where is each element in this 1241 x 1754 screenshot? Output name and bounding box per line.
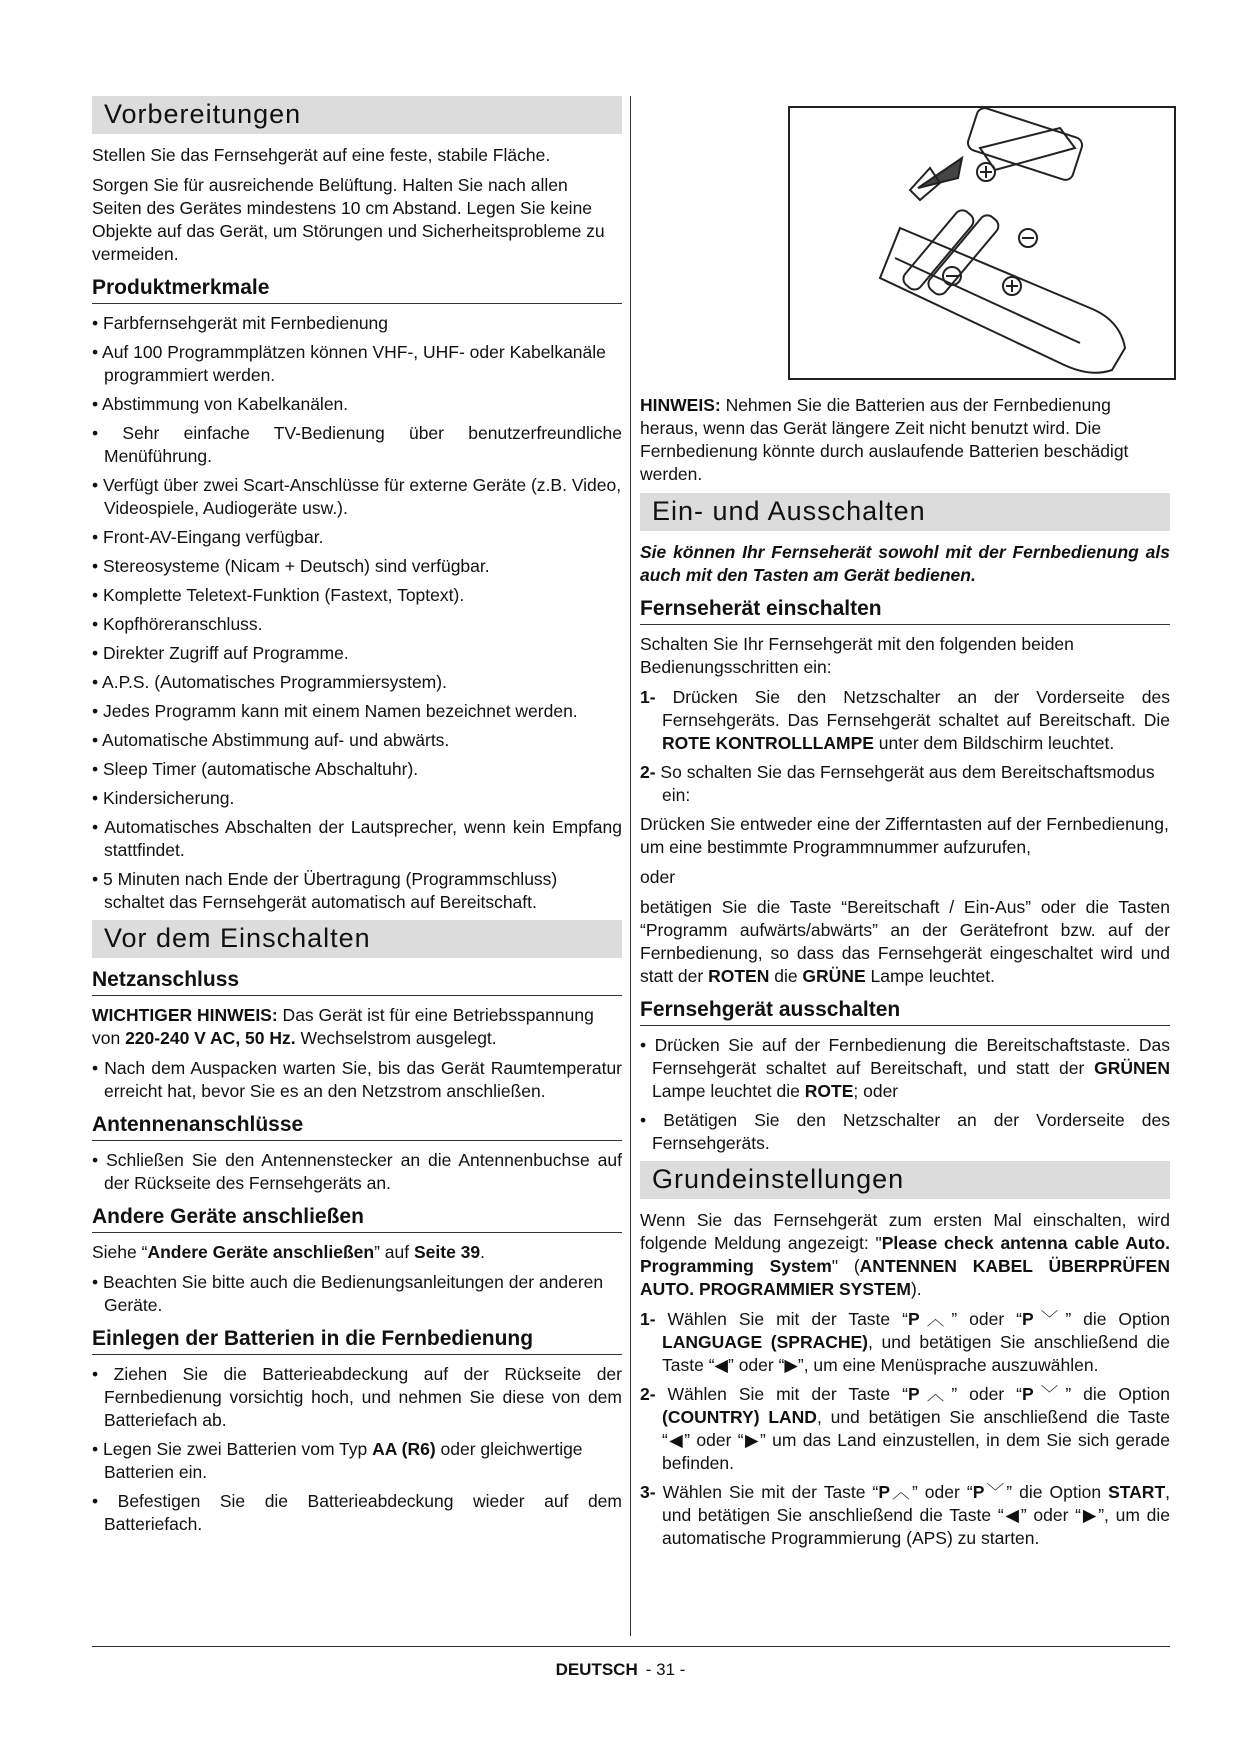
list-item: • Jedes Programm kann mit einem Namen bezeichnet werden. — [92, 700, 622, 723]
list-item: • Beachten Sie bitte auch die Bedienungsanleitungen der anderen Geräte. — [92, 1271, 622, 1317]
text: Wählen Sie mit der Taste “ — [655, 1482, 879, 1502]
text: ”, um die automatische Programmierung (APS) zu starten. — [662, 1505, 1171, 1548]
text: ” auf — [374, 1242, 414, 1262]
text: . — [480, 1242, 485, 1262]
text: , und betätigen Sie anschließend die Taste “ — [662, 1482, 1171, 1525]
numbered-item — [640, 761, 1170, 807]
bold-text: START — [1108, 1482, 1166, 1502]
up-arrow-icon: ︿ — [919, 1384, 952, 1404]
numbered-item — [640, 686, 1170, 755]
note — [640, 394, 1170, 486]
numbered-item — [640, 1383, 1170, 1475]
item-number: 1- — [640, 1309, 656, 1329]
left-triangle-icon: ◀ — [1003, 1505, 1021, 1525]
section-title: Grundeinstellungen — [640, 1161, 1170, 1199]
numbered-item — [640, 1308, 1170, 1377]
list-item: • Komplette Teletext-Funktion (Fastext, Toptext). — [92, 584, 622, 607]
list-item: • Direkter Zugriff auf Programme. — [92, 642, 622, 665]
down-arrow-icon: ﹀ — [1033, 1309, 1066, 1329]
subheading: Produktmerkmale — [92, 276, 622, 304]
feature-list — [92, 312, 622, 914]
bold-text: Andere Geräte anschließen — [147, 1242, 375, 1262]
subheading: Fernsehgerät ausschalten — [640, 998, 1170, 1026]
bold-text: GRÜNEN — [1094, 1058, 1170, 1078]
list-item: • Ziehen Sie die Batterieabdeckung auf der Rückseite der Fernbedienung vorsichtig hoch, und nehmen Sie diese von dem Batteriefach ab. — [92, 1363, 622, 1432]
bold-text: GRÜNE — [802, 966, 866, 986]
list-item: • Kindersicherung. — [92, 787, 622, 810]
bold-text: ROTE — [804, 1081, 854, 1101]
down-arrow-icon: ﹀ — [1033, 1384, 1066, 1404]
text: Legen Sie zwei Batterien vom Typ — [103, 1439, 373, 1459]
note-label: HINWEIS: — [640, 395, 721, 415]
subheading: Antennenanschlüsse — [92, 1113, 622, 1141]
text: Siehe “ — [92, 1242, 148, 1262]
column-divider — [630, 96, 631, 1636]
text: , und betätigen Sie anschließend die Taste “ — [662, 1407, 1171, 1450]
paragraph — [92, 1241, 622, 1264]
text: ; oder — [853, 1081, 899, 1101]
list-item: • 5 Minuten nach Ende der Übertragung (Programmschluss) schaltet das Fernsehgerät automatisch auf Bereitschaft. — [92, 868, 622, 914]
list-item: • Befestigen Sie die Batterieabdeckung wieder auf dem Batteriefach. — [92, 1490, 622, 1536]
text: betätigen Sie die Taste “Bereitschaft / Ein-Aus” oder die Tasten “Programm aufwärts/abwärts” an der Gerätefront bzw. auf der Fernbedienung, so dass das Fernsehgerät eingeschaltet wird und statt der — [640, 897, 1170, 986]
list-item: • Automatisches Abschalten der Lautsprecher, wenn kein Empfang stattfindet. — [92, 816, 622, 862]
text: " ( — [831, 1256, 860, 1276]
item-number: 2- — [640, 1384, 656, 1404]
text: Drücken Sie auf der Fernbedienung die Bereitschaftstaste. Das Fernsehgerät schaltet auf Bereitschaft, und statt der — [652, 1035, 1170, 1078]
up-arrow-icon: ︿ — [919, 1309, 952, 1329]
text: ” die Option — [1006, 1482, 1109, 1502]
left-triangle-icon: ◀ — [714, 1355, 728, 1375]
bold-text: Seite 39 — [413, 1242, 481, 1262]
subheading: Fernseherät einschalten — [640, 597, 1170, 625]
list-item: • Abstimmung von Kabelkanälen. — [92, 393, 622, 416]
section-title: Vorbereitungen — [92, 96, 622, 134]
paragraph — [640, 896, 1170, 988]
text: ” oder “ — [728, 1355, 785, 1375]
text: die — [769, 966, 803, 986]
subheading: Einlegen der Batterien in die Fernbedienung — [92, 1327, 622, 1355]
key-p: P — [1021, 1384, 1034, 1404]
bold-text: ROTEN — [708, 966, 770, 986]
list — [92, 1149, 622, 1195]
list-item: • Auf 100 Programmplätzen können VHF-, UHF- oder Kabelkanäle programmiert werden. — [92, 341, 622, 387]
left-triangle-icon: ◀ — [667, 1430, 685, 1450]
page-footer — [0, 1660, 1241, 1680]
right-triangle-icon: ▶ — [784, 1355, 798, 1375]
paragraph: Sorgen Sie für ausreichende Belüftung. Halten Sie nach allen Seiten des Gerätes mindestens 10 cm Abstand. Legen Sie keine Objekte auf das Gerät, um Störungen und Sicherheitsprobleme zu vermeiden. — [92, 175, 605, 264]
list-item: • Kopfhöreranschluss. — [92, 613, 622, 636]
key-p: P — [907, 1384, 920, 1404]
text: Lampe leuchtet die — [652, 1081, 805, 1101]
text: So schalten Sie das Fernsehgerät aus dem Bereitschaftsmodus ein: — [655, 762, 1155, 805]
up-arrow-icon: ︿ — [890, 1482, 912, 1502]
text: Wählen Sie mit der Taste “ — [655, 1309, 908, 1329]
key-p: P — [1021, 1309, 1034, 1329]
text: ” oder “ — [911, 1482, 973, 1502]
subheading: Andere Geräte anschließen — [92, 1205, 622, 1233]
footer-rule — [92, 1646, 1170, 1647]
paragraph: Stellen Sie das Fernsehgerät auf eine feste, stabile Fläche. — [92, 145, 551, 165]
bold-text: (COUNTRY) LAND — [662, 1407, 817, 1427]
bold-text: Please check antenna cable Auto. Programming System — [640, 1233, 1170, 1276]
list-item: • Verfügt über zwei Scart-Anschlüsse für externe Geräte (z.B. Video, Videospiele, Audiogeräte usw.). — [92, 474, 622, 520]
bold-text: 220-240 V AC, 50 Hz. — [125, 1028, 296, 1048]
text: ” oder “ — [1020, 1505, 1081, 1525]
page-number: - 31 - — [645, 1660, 686, 1679]
text: ” oder “ — [684, 1430, 744, 1450]
section-title: Ein- und Ausschalten — [640, 493, 1170, 531]
text: Nehmen Sie die Batterien aus der Fernbedienung heraus, wenn das Gerät längere Zeit nicht benutzt wird. Die Fernbedienung könnte durch auslaufende Batterien beschädigt werden. — [640, 395, 1129, 484]
bold-text: ANTENNEN KABEL ÜBERPRÜFEN AUTO. PROGRAMMIER SYSTEM — [640, 1256, 1170, 1299]
text: Wechselstrom ausgelegt. — [295, 1028, 497, 1048]
item-number: 1- — [640, 687, 656, 707]
footer-language: DEUTSCH — [555, 1660, 638, 1679]
bold-text: AA (R6) — [372, 1439, 436, 1459]
remote-battery-icon — [790, 108, 1174, 378]
right-triangle-icon: ▶ — [1081, 1505, 1099, 1525]
text: Das Gerät ist für eine Betriebsspannung von — [92, 1005, 594, 1048]
paragraph — [640, 1209, 1170, 1301]
down-arrow-icon: ﹀ — [984, 1482, 1007, 1502]
bold-text: ROTE KONTROLLLAMPE — [662, 733, 874, 753]
text: ” oder “ — [951, 1309, 1022, 1329]
right-column — [640, 96, 1170, 1556]
bold-text: LANGUAGE (SPRACHE) — [662, 1332, 868, 1352]
key-p: P — [878, 1482, 891, 1502]
list-item: • Front-AV-Eingang verfügbar. — [92, 526, 622, 549]
list-item: • Sehr einfache TV-Bedienung über benutzerfreundliche Menüführung. — [92, 422, 622, 468]
list-item: • A.P.S. (Automatisches Programmiersystem). — [92, 671, 622, 694]
text: ” die Option — [1065, 1384, 1170, 1404]
paragraph: oder — [640, 867, 676, 887]
text: Lampe leuchtet. — [865, 966, 996, 986]
list-item: • Schließen Sie den Antennenstecker an die Antennenbuchse auf der Rückseite des Fernsehgeräts an. — [92, 1149, 622, 1195]
text: Wenn Sie das Fernsehgerät zum ersten Mal einschalten, wird folgende Meldung angezeigt: " — [640, 1210, 1170, 1253]
list-item: • Nach dem Auspacken warten Sie, bis das Gerät Raumtemperatur erreicht hat, bevor Sie es an den Netzstrom anschließen. — [92, 1057, 622, 1103]
section-title: Vor dem Einschalten — [92, 920, 622, 958]
text: Drücken Sie den Netzschalter an der Vorderseite des Fernsehgeräts. Das Fernsehgerät schaltet auf Bereitschaft. Die — [655, 687, 1170, 730]
list-item — [640, 1034, 1170, 1103]
key-p: P — [972, 1482, 985, 1502]
list — [640, 1034, 1170, 1155]
list-item: • Betätigen Sie den Netzschalter an der Vorderseite des Fernsehgeräts. — [640, 1109, 1170, 1155]
list — [92, 1057, 622, 1103]
list-item: • Stereosysteme (Nicam + Deutsch) sind verfügbar. — [92, 555, 622, 578]
important-note — [92, 1004, 622, 1050]
item-number: 2- — [640, 762, 656, 782]
list-item: • Farbfernsehgerät mit Fernbedienung — [92, 312, 622, 335]
subheading: Netzanschluss — [92, 968, 622, 996]
text: ”, um eine Menüsprache auszuwählen. — [797, 1355, 1099, 1375]
right-triangle-icon: ▶ — [743, 1430, 760, 1450]
text: Wählen Sie mit der Taste “ — [655, 1384, 908, 1404]
text: ). — [910, 1279, 922, 1299]
remote-battery-illustration — [788, 106, 1176, 380]
numbered-item — [640, 1481, 1170, 1550]
list-item: • Sleep Timer (automatische Abschaltuhr). — [92, 758, 622, 781]
text: , und betätigen Sie anschließend die Taste “ — [662, 1332, 1170, 1375]
text: unter dem Bildschirm leuchtet. — [873, 733, 1115, 753]
text: ” oder “ — [951, 1384, 1022, 1404]
list — [92, 1271, 622, 1317]
list-item: • Automatische Abstimmung auf- und abwärts. — [92, 729, 622, 752]
left-column — [92, 96, 622, 1542]
intro-italic: Sie können Ihr Fernseherät sowohl mit der Fernbedienung als auch mit den Tasten am Gerät bedienen. — [640, 542, 1170, 585]
text: oder gleichwertige Batterien ein. — [104, 1439, 583, 1482]
paragraph: Schalten Sie Ihr Fernsehgerät mit den folgenden beiden Bedienungsschritten ein: — [640, 634, 1074, 677]
list — [92, 1363, 622, 1536]
text: ” um das Land einzustellen, in dem Sie sich gerade befinden. — [662, 1430, 1170, 1473]
item-number: 3- — [640, 1482, 656, 1502]
note-label: WICHTIGER HINWEIS: — [92, 1005, 278, 1025]
key-p: P — [907, 1309, 920, 1329]
list-item — [92, 1438, 622, 1484]
paragraph: Drücken Sie entweder eine der Zifferntasten auf der Fernbedienung, um eine bestimmte Programmnummer aufzurufen, — [640, 814, 1169, 857]
text: ” die Option — [1065, 1309, 1170, 1329]
